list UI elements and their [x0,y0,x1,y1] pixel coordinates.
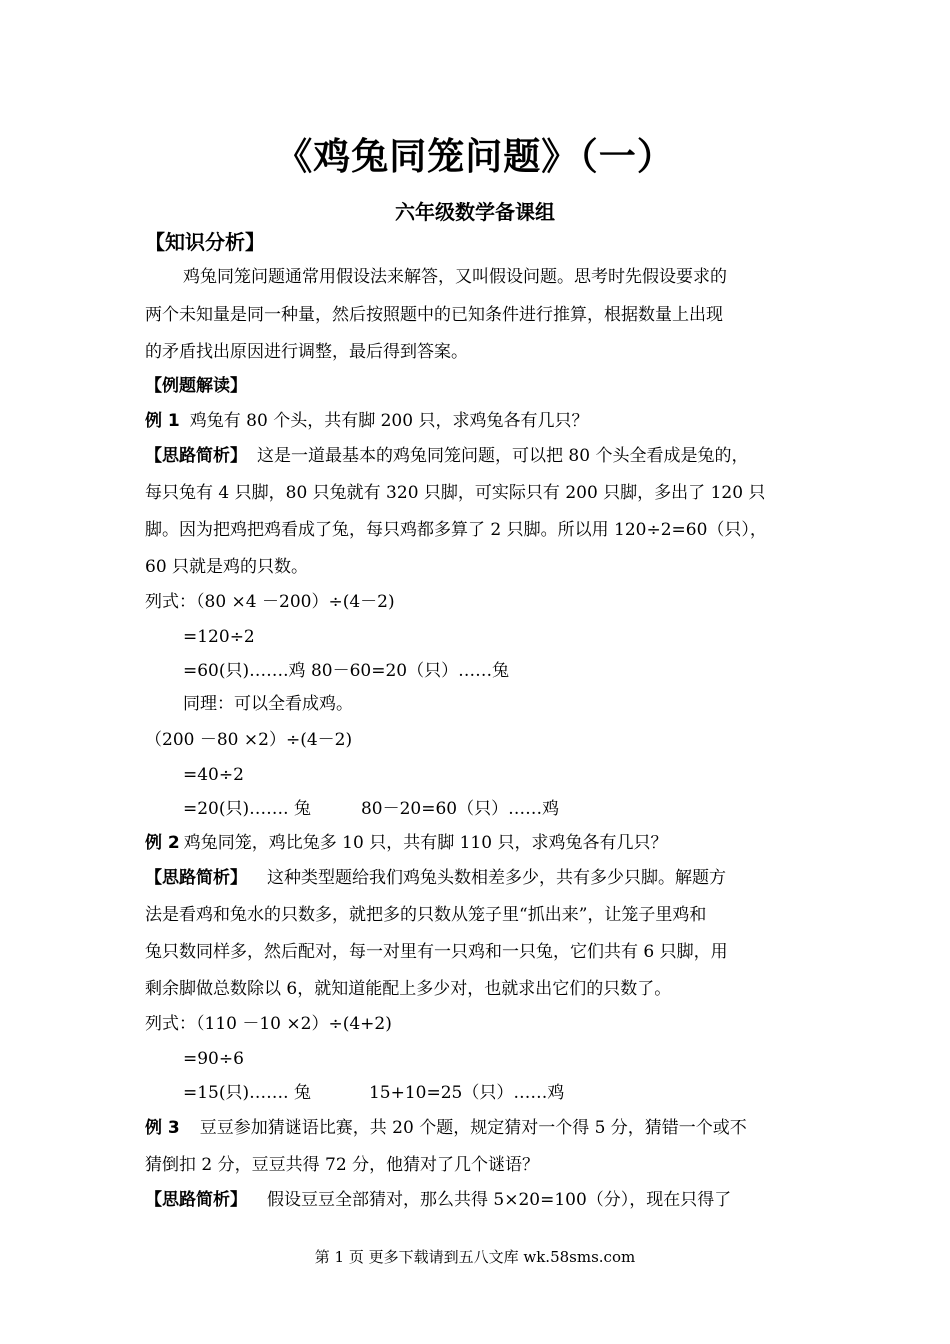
analysis-line: 这是一道最基本的鸡兔同笼问题，可以把 80 个头全看成是兔的， [257,446,749,466]
example-3-question-text: 豆豆参加猜谜语比赛，共 20 个题，规定猜对一个得 5 分，猜错一个或不 [199,1118,747,1138]
knowledge-heading: 【知识分析】 [145,230,265,254]
knowledge-paragraph-line: 两个未知量是同一种量，然后按照题中的已知条件进行推算，根据数量上出现 [145,305,723,325]
examples-heading: 【例题解读】 [145,376,247,396]
analysis-line: 60 只就是鸡的只数。 [145,557,309,577]
example-1-question-text: 鸡兔有 80 个头，共有脚 200 只，求鸡兔各有几只？ [189,411,589,431]
calc-line: =40÷2 [183,765,244,785]
analysis-line: 假设豆豆全部猜对，那么共得 5×20=100（分），现在只得了 [267,1190,732,1210]
calc-line: =120÷2 [183,627,255,647]
page-title: 《鸡兔同笼问题》（一） [275,135,675,178]
calc-line: 列式：（80 ×4 －200）÷(4－2) [145,592,395,612]
analysis-line: 脚。因为把鸡把鸡看成了兔，每只鸡都多算了 2 只脚。所以用 120÷2=60（只）， [145,520,767,540]
analysis-line: 兔只数同样多，然后配对，每一对里有一只鸡和一只兔，它们共有 6 只脚，用 [145,942,728,962]
calc-line: 同理：可以全看成鸡。 [183,694,353,714]
calc-result: =15(只)……. 兔 [183,1083,311,1103]
example-2-question [145,831,667,855]
analysis-line: 这种类型题给我们鸡兔头数相差多少，共有多少只脚。解题方 [267,868,726,888]
analysis-line: 剩余脚做总数除以 6，就知道能配上多少对，也就求出它们的只数了。 [145,979,672,999]
example-3-analysis-label: 【思路简析】 [145,1190,247,1210]
calc-line: =60(只)…….鸡 80－60=20（只）……兔 [183,661,510,681]
example-1-analysis-label: 【思路简析】 [145,446,247,466]
example-3-analysis [145,1188,731,1212]
example-2-label: 例 2 [145,833,180,853]
calc-result: 15+10=25（只）……鸡 [368,1083,565,1103]
calc-result: 80－20=60（只）……鸡 [360,799,560,819]
calc-line: （200 －80 ×2）÷(4－2) [145,730,353,750]
example-3-label: 例 3 [145,1118,180,1138]
example-1-question [145,409,588,433]
calc-line: 列式：（110 －10 ×2）÷(4+2) [145,1014,392,1034]
example-3-question-line: 猜倒扣 2 分，豆豆共得 72 分，他猜对了几个谜语？ [145,1155,540,1175]
example-1-analysis [145,444,748,468]
calc-result: =20(只)……. 兔 [183,799,311,819]
knowledge-paragraph-line: 的矛盾找出原因进行调整，最后得到答案。 [145,342,468,362]
calc-line [183,1081,564,1105]
analysis-line: 法是看鸡和兔水的只数多，就把多的只数从笼子里“抓出来”，让笼子里鸡和 [145,905,707,925]
calc-line [183,797,559,821]
analysis-line: 每只兔有 4 只脚，80 只兔就有 320 只脚，可实际只有 200 只脚，多出了 120 只 [145,483,766,503]
example-2-question-text: 鸡兔同笼，鸡比兔多 10 只，共有脚 110 只，求鸡兔各有几只？ [183,833,668,853]
calc-line: =90÷6 [183,1049,244,1069]
page-subtitle: 六年级数学备课组 [395,200,555,224]
example-2-analysis [145,866,726,890]
example-2-analysis-label: 【思路简析】 [145,868,247,888]
knowledge-paragraph-line: 鸡兔同笼问题通常用假设法来解答，又叫假设问题。思考时先假设要求的 [183,267,727,287]
page-footer: 第 1 页 更多下载请到五八文库 wk.58sms.com [314,1248,636,1266]
example-3-question [145,1116,747,1140]
example-1-label: 例 1 [145,411,180,431]
